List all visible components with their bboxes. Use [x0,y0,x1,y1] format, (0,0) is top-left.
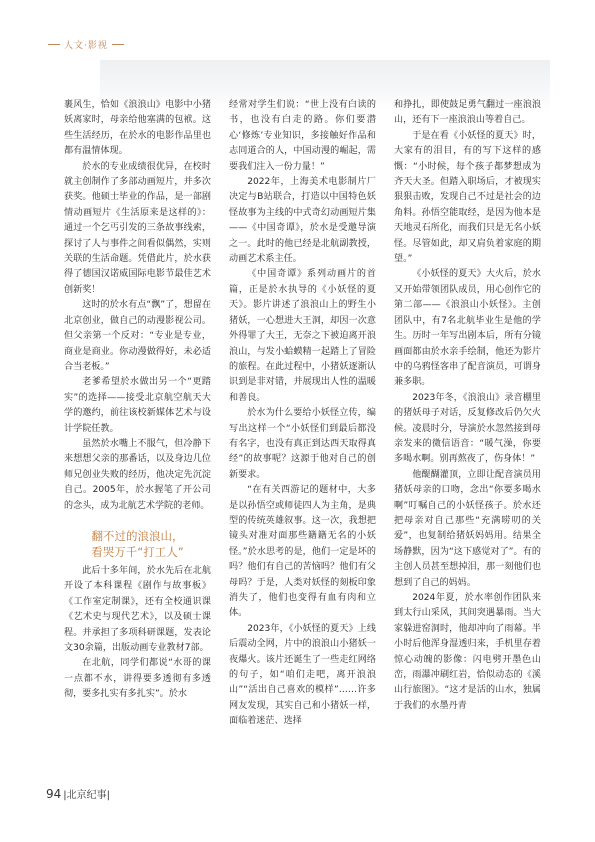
paragraph: 裹风生，恰如《浪浪山》电影中小猪妖离家时，母亲给他塞满的包袱。这些生活经历，在於水的电影作品里也都有温情体现。 [64,100,211,157]
subheading-line-1: 翻不过的浪浪山， [91,528,184,543]
article-column-3 [394,98,541,714]
section-subheading [64,528,211,560]
paragraph: “在有关西游记的题材中，大多是以孙悟空或师徒四人为主角，是典型的传统英雄叙事。这一次，我想把镜头对准对面那些籍籍无名的小妖怪。”於水思考的是，他们一定是坏的吗？他们有自己的苦恼吗？他们有父母吗？于是，人类对妖怪的刻板印象消失了，他们也变得有血有肉和立体。 [229,485,376,619]
paragraph: 此后十多年间，於水先后在北航开设了本科课程《剧作与故事板》《工作室定制课》，还有全校通识课《艺术史与现代艺术》，以及硕士课程。并承担了多项科研课题，发表论文30余篇，出版动画专业教材7部。 [64,565,211,653]
paragraph: 於水的专业成绩很优异，在校时就主创制作了多部动画短片，并多次获奖。他硕士毕业的作品，是一部剧情动画短片《生活原来是这样的》：通过一个乞丐引发的三条故事线索，探讨了人与事件之间看似偶然，实则关联的生活命题。凭借此片，於水获得了德国汉诺威国际电影节最佳艺术创新奖！ [64,161,211,295]
section-label: 人文·影视 [64,41,108,51]
subheading-line-2: 看哭万千“打工人” [91,544,184,559]
paragraph: 2024年夏，於水率创作团队来到太行山采风，其间突遇暴雨。当大家躲进窑洞时，他却冲向了雨幕。半小时后他浑身湿透归来，手机里存着惊心动魄的影像：闪电劈开墨色山峦，雨瀑冲刷红岩，恰似动态的《溪山行旅图》。“这才是活的山水，独属于我们的水墨丹青 [394,593,541,711]
paragraph: 他醍醐灌顶，立即让配音演员用猪妖母亲的口吻，念出“你要多喝水啊”叮嘱自己的小妖怪孩子。於水还把母亲对自己那些“充满唠叨的关爱”，也复制给猪妖妈妈用。结果全场静默，因为“这下感觉对了”。有的主创人员甚至想掉泪，那一刻他们也想到了自己的妈妈。 [394,469,541,588]
paragraph: 虽然於水嘴上不服气，但冷静下来想想父亲的那番话，以及身边几位师兄创业失败的经历，他决定先沉淀自己。2005年，於水握笔了开公司的念头，成为北航艺术学院的老师。 [64,438,211,511]
paragraph: 经常对学生们说：“世上没有白读的书，也没有白走的路。你们要潜心‘修炼’专业知识，多接触好作品和志同道合的人，中国动漫的崛起，需要我们注入一份力量！” [229,100,376,172]
paragraph: 《小妖怪的夏天》大火后，於水又开始带领团队成员，用心创作它的第二部——《浪浪山小妖怪》。主创团队中，有7名北航毕业生是他的学生。历时一年写出剧本后，所有分镜画面都由於水亲手绘制，他还为影片中的乌鸦怪客串了配音演员，可谓身兼多职。 [394,269,541,388]
article-column-2 [229,98,376,730]
article-column-1 [64,98,211,703]
header-divider-right [112,44,124,45]
paragraph: 2023年，《小妖怪的夏天》上线后震动全网，片中的浪浪山小猪妖一夜爆火。该片还诞生了一些走红网络的句子，如“咱们走吧，离开浪浪山”“活出自己喜欢的模样”……许多网友发现，其实自己和小猪妖一样，面临着迷茫、选择 [229,623,376,727]
page-footer [46,786,110,801]
paragraph: 这时的於水有点“飘”了，想留在北京创业，做自己的动漫影视公司。但父亲第一个反对：“专业是专业，商业是商业。你动漫做得好，未必适合当老板。” [64,300,211,372]
paragraph: 2023年冬，《浪浪山》录音棚里的猪妖母子对话，反复修改后仍欠火候。凌晨时分，导演於水忽然接到母亲发来的微信语音：“暖气澡，你要多喝水啊。别再熬夜了，伤身体！” [394,392,541,465]
page-number: 94 [46,787,62,801]
paragraph: 於水为什么要给小妖怪立传，编写出这样一个“小妖怪们到最后都没有名字，也没有真正到达西天取得真经”的故事呢？这源于他对自己的创新要求。 [229,408,376,480]
paragraph: 在北航，同学们都说“水哥的课一点都不水，讲得要多透彻有多透彻，要多扎实有多扎实”。於水 [64,658,211,700]
paragraph: 《中国奇谭》系列动画片的首篇，正是於水执导的《小妖怪的夏天》。影片讲述了浪浪山上的野生小猪妖，一心想进大王洞，却因一次意外得罪了大王，无奈之下被迫离开浪浪山，与发小蛤蟆精一起踏上了冒险的旅程。在此过程中，小猪妖逐渐认识到是非对错，并展现出人性的温暖和善良。 [229,269,376,403]
paragraph: 2022年，上海美术电影制片厂决定与B站联合，打造以中国特色妖怪故事为主线的中式奇幻动画短片集——《中国奇谭》，於水是受邀导演之一。此时的他已经是北航副教授，动画艺术系主任。 [229,177,376,265]
paragraph: 和挣扎，即使鼓足勇气翻过一座浪浪山，还有下一座浪浪山等着自己。 [394,100,541,126]
header-divider-left [48,44,60,45]
section-header [48,38,124,51]
paragraph: 老爹希望於水做出另一个“更踏实”的选择——接受北京航空航天大学的邀约，前往该校新媒体艺术与设计学院任教。 [64,377,211,434]
paragraph: 于是在看《小妖怪的夏天》时，大家有的泪目，有的写下这样的感慨：“小时候，每个孩子都梦想成为齐天大圣。但踏入职场后，才被现实狠狠击败，发现自己不过是社会的边角料。孙悟空能取经，是因为他本是天地灵石所化，而我们只是无名小妖怪。尽管如此，却又肩负着家庭的期望。” [394,130,541,265]
magazine-name: |北京纪事| [63,790,111,801]
